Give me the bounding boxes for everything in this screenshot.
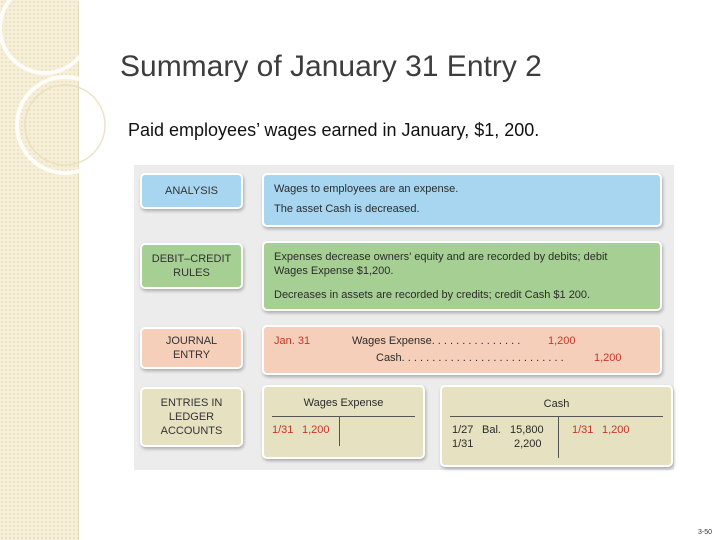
cash-title: Cash [543, 398, 570, 410]
page-number: 3-50 [697, 529, 712, 536]
journal-label-line-2: ENTRY [172, 349, 211, 361]
decorative-circles [0, 0, 130, 200]
cash-t-vertical [558, 416, 559, 458]
debit-credit-line-2: Wages Expense $1,200. [274, 265, 394, 277]
cash-debit-2-amount: 2,200 [514, 438, 542, 450]
wages-expense-t-horizontal [272, 416, 415, 417]
debit-credit-label-box [140, 243, 243, 289]
wages-expense-debit-amount: 1,200 [302, 424, 330, 436]
debit-credit-line-1: Expenses decrease owners’ equity and are recorded by debits; debit [274, 251, 608, 263]
cash-debit-2-date: 1/31 [452, 438, 474, 450]
debit-credit-label-line-1: DEBIT–CREDIT [151, 252, 232, 265]
analysis-line-2: The asset Cash is decreased. [274, 203, 420, 215]
analysis-content-box [262, 173, 662, 227]
journal-credit-amount: 1,200 [594, 352, 622, 364]
wages-expense-t-vertical [339, 416, 340, 446]
cash-debit-1-date: 1/27 [452, 424, 474, 436]
journal-debit-account: Wages Expense. . . . . . . . . . . . . . . [352, 335, 521, 347]
debit-credit-label-line-2: RULES [173, 267, 210, 279]
cash-debit-1-desc: Bal. [482, 424, 501, 436]
analysis-label: ANALYSIS [165, 184, 218, 197]
analysis-line-1: Wages to employees are an expense. [274, 183, 459, 195]
wages-expense-title: Wages Expense [303, 397, 384, 409]
wages-expense-debit-date: 1/31 [272, 424, 294, 436]
ledger-label-line-2: LEDGER [168, 410, 215, 423]
cash-credit-date: 1/31 [572, 424, 594, 436]
slide-subtitle: Paid employees’ wages earned in January, $1, 200. [128, 120, 540, 140]
slide-title: Summary of January 31 Entry 2 [120, 50, 542, 83]
cash-credit-amount: 1,200 [602, 424, 630, 436]
journal-content-box [262, 325, 662, 375]
analysis-label-box [140, 173, 243, 209]
ledger-label-box [140, 387, 243, 447]
journal-label-box [140, 327, 243, 369]
cash-debit-1-amount: 15,800 [510, 424, 544, 436]
journal-credit-account: Cash. . . . . . . . . . . . . . . . . . . . . . . . . . . [376, 352, 564, 364]
journal-date: Jan. 31 [274, 335, 311, 347]
cash-t-account [440, 385, 673, 467]
cash-t-horizontal [450, 416, 663, 417]
journal-debit-amount: 1,200 [548, 335, 576, 347]
ledger-label-line-1: ENTRIES IN [160, 396, 223, 409]
journal-label-line-1: JOURNAL [165, 334, 218, 347]
ledger-label-line-3: ACCOUNTS [160, 425, 223, 438]
debit-credit-line-3: Decreases in assets are recorded by credits; credit Cash $1 200. [274, 289, 591, 301]
debit-credit-content-box [262, 241, 662, 311]
wages-expense-t-account [262, 385, 425, 459]
transaction-figure [134, 165, 674, 470]
